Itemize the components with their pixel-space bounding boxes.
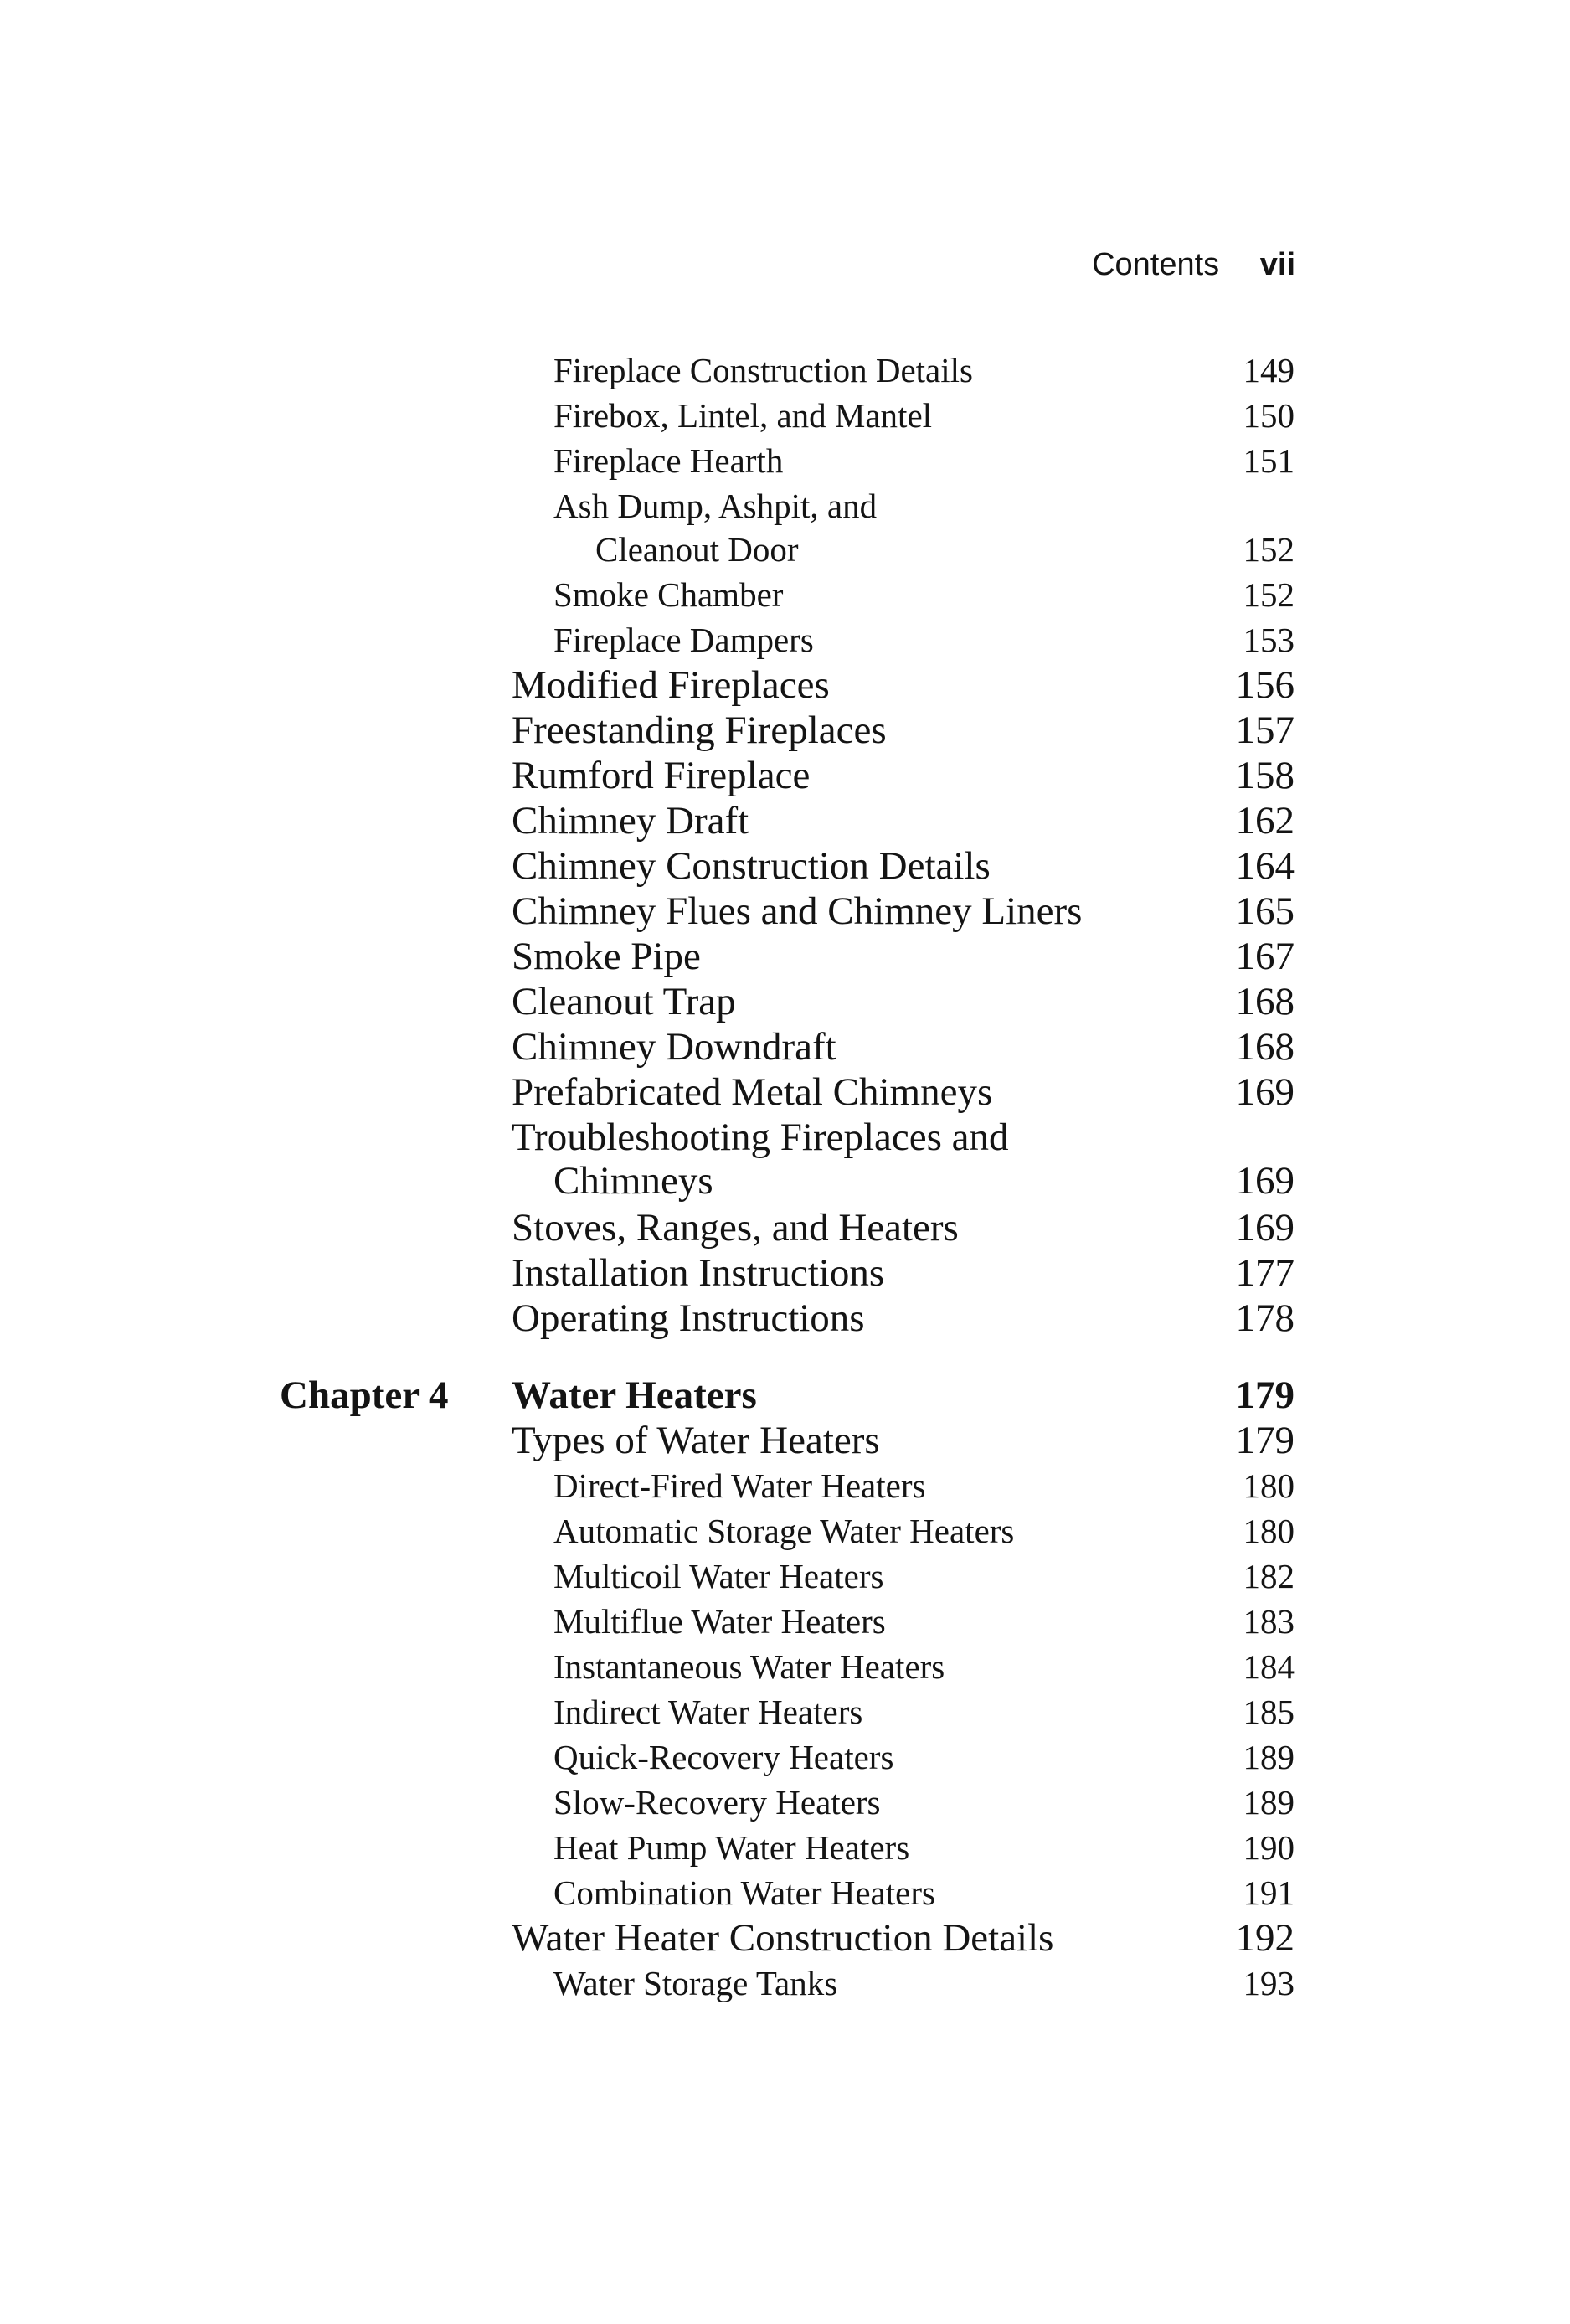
toc-entry-label: Operating Instructions bbox=[512, 1296, 865, 1340]
toc-entry[interactable] bbox=[512, 1780, 1295, 1824]
toc-entry[interactable] bbox=[512, 889, 1295, 933]
toc-entry[interactable] bbox=[512, 1296, 1295, 1340]
toc-entry[interactable] bbox=[512, 663, 1295, 707]
toc-entry-page: 167 bbox=[1235, 935, 1295, 978]
toc-entry-label: Chimney Flues and Chimney Liners bbox=[512, 889, 1083, 933]
toc-entry[interactable] bbox=[512, 618, 1295, 662]
toc-entry-label: Smoke Chamber bbox=[553, 575, 784, 614]
toc-entry-page: 190 bbox=[1243, 1828, 1295, 1867]
toc-entry-page: 193 bbox=[1243, 1964, 1295, 2002]
toc-entry-page: 180 bbox=[1243, 1466, 1295, 1505]
toc-entry[interactable] bbox=[512, 1509, 1295, 1553]
toc-entry-page: 189 bbox=[1243, 1783, 1295, 1822]
toc-entry-page: 151 bbox=[1243, 441, 1295, 480]
toc-entry-page: 179 bbox=[1235, 1419, 1295, 1462]
toc-entry-label: Chimney Draft bbox=[512, 799, 749, 843]
toc-entry-label-continued: Chimneys bbox=[553, 1159, 713, 1203]
page-folio: vii bbox=[1259, 247, 1295, 282]
toc-entry-label: Indirect Water Heaters bbox=[553, 1693, 863, 1731]
toc-entry-label: Stoves, Ranges, and Heaters bbox=[512, 1206, 959, 1250]
toc-entry-page: 149 bbox=[1243, 351, 1295, 389]
toc-entry[interactable] bbox=[512, 439, 1295, 482]
toc-chapter-entry[interactable] bbox=[512, 1373, 1295, 1417]
toc-entry-page: 150 bbox=[1243, 396, 1295, 435]
toc-entry-label: Chimney Construction Details bbox=[512, 844, 991, 888]
toc-entry[interactable] bbox=[512, 709, 1295, 752]
toc-entry-page: 192 bbox=[1235, 1916, 1295, 1960]
toc-entry-page: 158 bbox=[1235, 754, 1295, 797]
toc-entry-label: Smoke Pipe bbox=[512, 935, 701, 978]
toc-entry[interactable] bbox=[512, 1735, 1295, 1779]
toc-entry-page: 156 bbox=[1235, 663, 1295, 707]
toc-entry-label: Heat Pump Water Heaters bbox=[553, 1828, 910, 1867]
toc-entry-page: 157 bbox=[1235, 709, 1295, 752]
running-head-title: Contents bbox=[1092, 247, 1220, 282]
toc-entry-label: Water Heaters bbox=[512, 1373, 757, 1417]
toc-entry-label: Automatic Storage Water Heaters bbox=[553, 1512, 1015, 1550]
toc-entry-page: 177 bbox=[1235, 1251, 1295, 1295]
toc-entry[interactable] bbox=[512, 1554, 1295, 1598]
toc-entry-page: 168 bbox=[1235, 1025, 1295, 1069]
toc-entry-label: Troubleshooting Fireplaces and bbox=[512, 1116, 1009, 1159]
toc-entry-page: 179 bbox=[1235, 1373, 1295, 1417]
toc-entry-page: 180 bbox=[1243, 1512, 1295, 1550]
toc-entry-page: 153 bbox=[1243, 621, 1295, 659]
toc-entry-label: Ash Dump, Ashpit, and bbox=[553, 487, 878, 525]
toc-entry-label: Quick-Recovery Heaters bbox=[553, 1738, 894, 1776]
toc-entry[interactable] bbox=[512, 1419, 1295, 1462]
toc-entry[interactable] bbox=[512, 1251, 1295, 1295]
toc-entry-page: 169 bbox=[1235, 1159, 1295, 1203]
toc-entry-label: Direct-Fired Water Heaters bbox=[553, 1466, 926, 1505]
toc-entry-label: Combination Water Heaters bbox=[553, 1873, 935, 1912]
toc-entry-label: Modified Fireplaces bbox=[512, 663, 830, 707]
toc-entry-page: 183 bbox=[1243, 1602, 1295, 1641]
toc-entry[interactable] bbox=[512, 1070, 1295, 1114]
toc-entry-page: 165 bbox=[1235, 889, 1295, 933]
toc-entry[interactable] bbox=[512, 1961, 1295, 2005]
toc-entry[interactable] bbox=[512, 1206, 1295, 1250]
toc-entry-page: 152 bbox=[1243, 530, 1295, 569]
toc-entry[interactable] bbox=[512, 799, 1295, 843]
toc-entry-label: Fireplace Construction Details bbox=[553, 351, 973, 389]
toc-entry[interactable] bbox=[512, 394, 1295, 437]
toc-entry-page: 189 bbox=[1243, 1738, 1295, 1776]
toc-entry[interactable] bbox=[512, 1871, 1295, 1914]
toc-entry[interactable] bbox=[512, 348, 1295, 392]
toc-entry[interactable] bbox=[512, 573, 1295, 616]
toc-entry-label: Fireplace Dampers bbox=[553, 621, 814, 659]
toc-entry-label: Installation Instructions bbox=[512, 1251, 885, 1295]
toc-entry-label: Prefabricated Metal Chimneys bbox=[512, 1070, 993, 1114]
toc-entry[interactable] bbox=[512, 980, 1295, 1023]
toc-entry[interactable] bbox=[512, 844, 1295, 888]
toc-entry-page: 168 bbox=[1235, 980, 1295, 1023]
toc-entry-label: Rumford Fireplace bbox=[512, 754, 811, 797]
toc-entry-label: Firebox, Lintel, and Mantel bbox=[553, 396, 933, 435]
toc-entry[interactable] bbox=[512, 1025, 1295, 1069]
toc-entry-label: Types of Water Heaters bbox=[512, 1419, 880, 1462]
toc-entry-label: Water Heater Construction Details bbox=[512, 1916, 1054, 1960]
toc-entry-label: Instantaneous Water Heaters bbox=[553, 1647, 945, 1686]
toc-entry-label-continued: Cleanout Door bbox=[595, 530, 799, 569]
toc-entry-page: 182 bbox=[1243, 1557, 1295, 1595]
toc-entry[interactable] bbox=[512, 1826, 1295, 1869]
running-head bbox=[1092, 240, 1295, 290]
toc-entry[interactable] bbox=[512, 754, 1295, 797]
toc-entry-label: Fireplace Hearth bbox=[553, 441, 784, 480]
toc-entry-page: 152 bbox=[1243, 575, 1295, 614]
toc-entry-page: 169 bbox=[1235, 1070, 1295, 1114]
toc-entry[interactable] bbox=[512, 935, 1295, 978]
toc-entry-label: Cleanout Trap bbox=[512, 980, 736, 1023]
toc-entry-page: 164 bbox=[1235, 844, 1295, 888]
toc-entry[interactable] bbox=[512, 1464, 1295, 1507]
toc-entry-page: 185 bbox=[1243, 1693, 1295, 1731]
toc-entry-page: 178 bbox=[1235, 1296, 1295, 1340]
toc-entry-page: 169 bbox=[1235, 1206, 1295, 1250]
toc-entry[interactable] bbox=[512, 1916, 1295, 1960]
toc-entry[interactable] bbox=[512, 1600, 1295, 1643]
toc-entry-label: Slow-Recovery Heaters bbox=[553, 1783, 881, 1822]
toc-entry-page: 162 bbox=[1235, 799, 1295, 843]
toc-entry-page: 191 bbox=[1243, 1873, 1295, 1912]
toc-entry[interactable] bbox=[512, 1645, 1295, 1688]
toc-entry-label: Multiflue Water Heaters bbox=[553, 1602, 886, 1641]
toc-entry-page: 184 bbox=[1243, 1647, 1295, 1686]
toc-entry-label: Chimney Downdraft bbox=[512, 1025, 836, 1069]
toc-entry-label: Water Storage Tanks bbox=[553, 1964, 838, 2002]
toc-entry-label: Freestanding Fireplaces bbox=[512, 709, 887, 752]
toc-entry[interactable] bbox=[512, 1116, 1295, 1203]
toc-entry[interactable] bbox=[512, 484, 1295, 571]
chapter-number: Chapter 4 bbox=[280, 1373, 449, 1417]
toc-entry-label: Multicoil Water Heaters bbox=[553, 1557, 884, 1595]
toc-entry[interactable] bbox=[512, 1690, 1295, 1734]
